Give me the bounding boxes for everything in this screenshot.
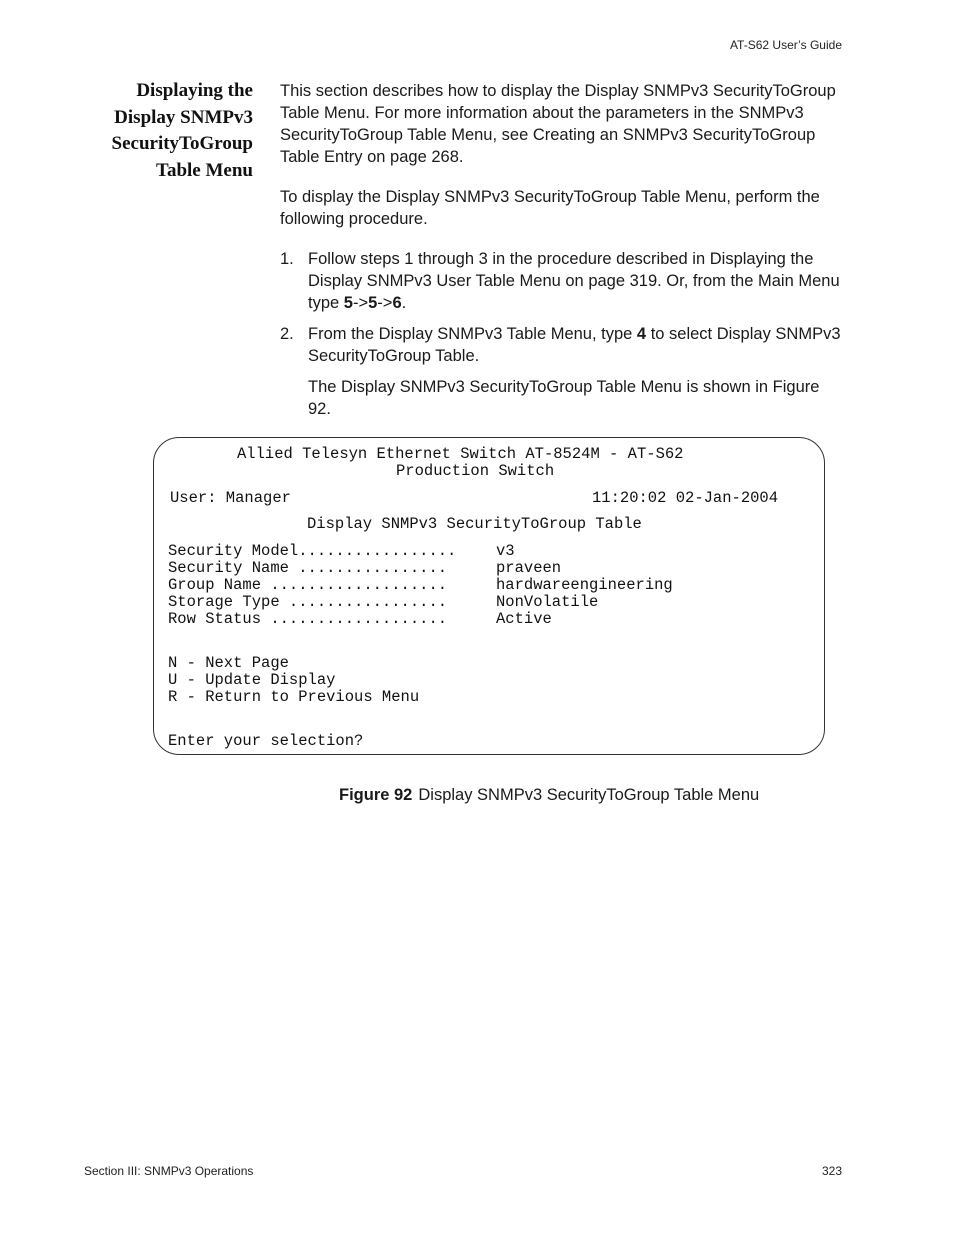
procedure-steps <box>280 248 846 420</box>
field-value-storage-type: NonVolatile <box>496 593 599 611</box>
step-number: 1. <box>280 250 294 268</box>
step-text: From the Display SNMPv3 Table Menu, type <box>308 325 637 343</box>
running-header: AT-S62 User’s Guide <box>729 38 842 52</box>
terminal-screen-title: Display SNMPv3 SecurityToGroup Table <box>307 515 642 533</box>
terminal-user: User: Manager <box>170 489 291 507</box>
menu-option-return: R - Return to Previous Menu <box>168 688 420 706</box>
field-label-row-status: Row Status ................... <box>168 610 448 628</box>
intro-paragraph: This section describes how to display the Display SNMPv3 SecurityToGroup Table Menu. For more information about the parameters in the SNMPv3 SecurityToGroup Table Menu, see Creating an SNMPv3 SecurityToGroup Table Entry on page 268. <box>280 82 836 166</box>
procedure-lead: To display the Display SNMPv3 SecurityToGroup Table Menu, perform the following procedure. <box>280 188 820 228</box>
step-key: 4 <box>636 325 647 343</box>
section-heading <box>60 78 253 184</box>
field-value-group-name: hardwareengineering <box>496 576 673 594</box>
field-label-group-name: Group Name ................... <box>168 576 448 594</box>
step-key: 6 <box>392 294 402 312</box>
field-label-security-model: Security Model................. <box>168 542 457 560</box>
step-key: 5 <box>343 294 353 312</box>
section-heading-line: Displaying the <box>136 80 253 101</box>
step-note: The Display SNMPv3 SecurityToGroup Table Menu is shown in Figure 92. <box>308 378 820 418</box>
figure-label: Figure 92 <box>339 786 413 804</box>
section-heading-line: SecurityToGroup <box>111 133 253 154</box>
field-value-row-status: Active <box>496 610 552 628</box>
footer-section: Section III: SNMPv3 Operations <box>84 1164 254 1178</box>
menu-option-next-page: N - Next Page <box>168 654 289 672</box>
section-heading-line: Display SNMPv3 <box>114 106 253 128</box>
terminal-screen <box>153 437 825 755</box>
step-separator: -> <box>377 294 393 312</box>
step-text: Follow steps 1 through 3 in the procedure described in Displaying the Display SNMPv3 User Table Menu on page 319. Or, from the Main Menu type <box>308 250 840 312</box>
body-column <box>280 80 846 429</box>
procedure-step <box>280 248 846 314</box>
terminal-title: Allied Telesyn Ethernet Switch AT-8524M - AT-S62 <box>237 445 684 463</box>
step-number: 2. <box>280 325 294 343</box>
step-text: to select Display SNMPv3 SecurityToGroup Table. <box>308 325 841 365</box>
terminal-prompt: Enter your selection? <box>168 732 364 750</box>
figure-caption-text: Display SNMPv3 SecurityToGroup Table Menu <box>418 786 760 804</box>
terminal-datetime: 11:20:02 02-Jan-2004 <box>592 489 779 507</box>
procedure-step <box>280 323 846 420</box>
step-key: 5 <box>368 294 378 312</box>
step-separator: -> <box>352 294 369 312</box>
figure-caption <box>339 786 759 805</box>
page-number: 323 <box>821 1164 842 1178</box>
field-label-storage-type: Storage Type ................. <box>168 593 448 611</box>
field-value-security-model: v3 <box>496 542 515 560</box>
field-value-security-name: praveen <box>496 559 562 577</box>
section-heading-line: Table Menu <box>156 159 253 181</box>
step-text-end: . <box>401 294 407 312</box>
field-label-security-name: Security Name ................ <box>168 559 448 577</box>
menu-option-update-display: U - Update Display <box>168 671 336 689</box>
terminal-subtitle: Production Switch <box>396 462 555 480</box>
